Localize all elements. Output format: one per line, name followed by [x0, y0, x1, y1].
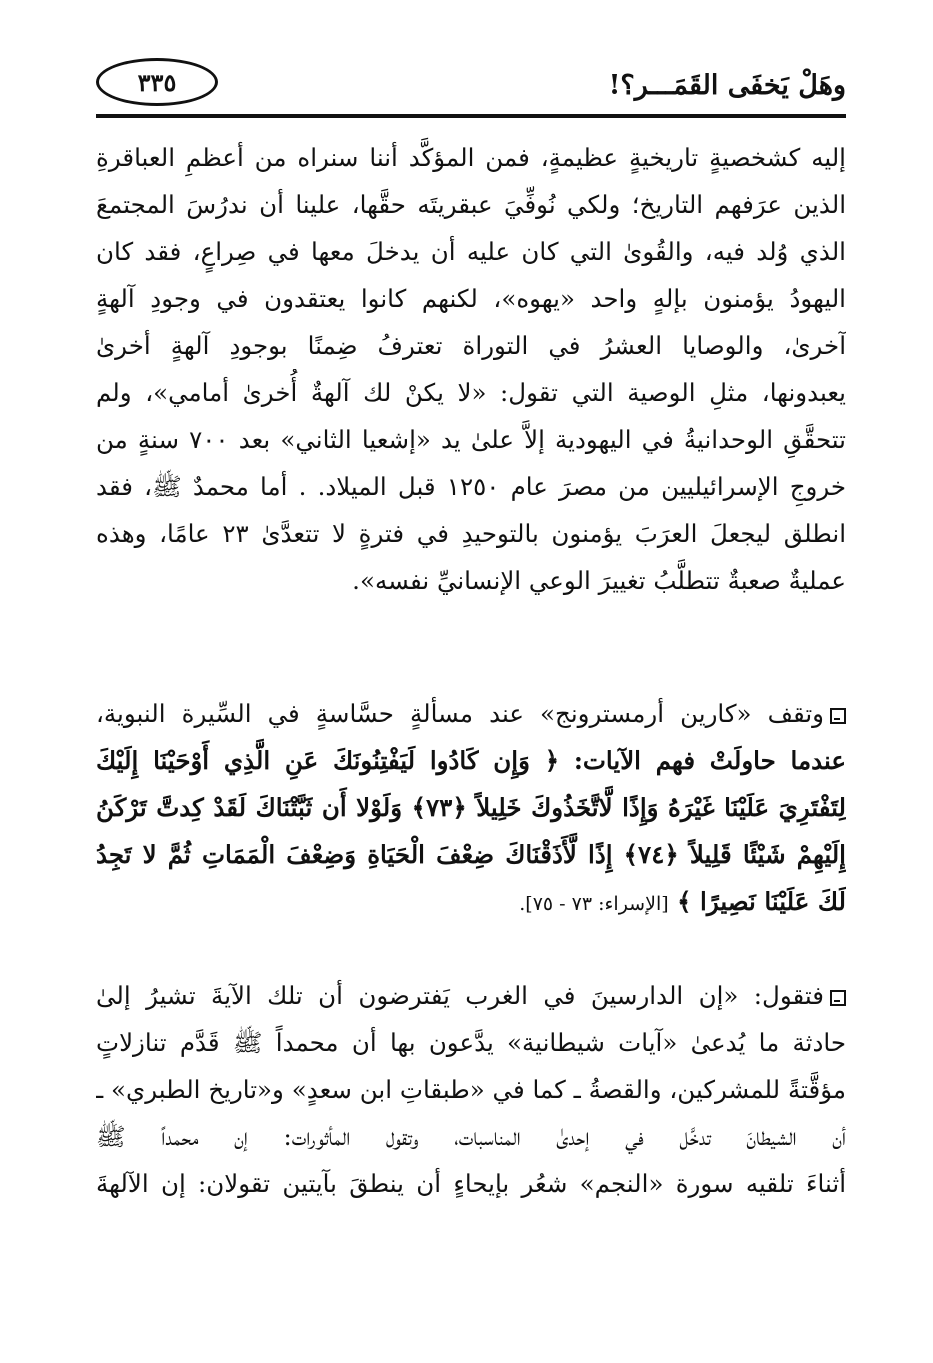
text-line: تتحقَّقِ الوحدانيةُ في اليهودية إلاَّ علىٰ يد «إشعيا الثاني» بعد ٧٠٠ سنةٍ من — [96, 425, 846, 454]
quran-line — [96, 878, 846, 925]
text-line: حادثة ما يُدعىٰ «آيات شيطانية» يدَّعون بها أن محمداً ﷺ قَدَّم تنازلاتٍ — [96, 1028, 846, 1057]
verse-reference: [الإسراء: ٧٣ - ٧٥]. — [519, 893, 669, 915]
text-line — [96, 972, 846, 1019]
text-line: مؤقَّتةً للمشركين، والقصةُ ـ كما في «طبقاتِ ابن سعدٍ» و«تاريخ الطبري» ـ — [96, 1075, 846, 1104]
quran-line: لِتَفْتَرِيَ عَلَيْنَا غَيْرَهُ وَإِذًا لَّاتَّخَذُوكَ خَلِيلاً ﴿٧٣﴾ وَلَوْلا أَن ثَبَّتْنَاكَ لَقَدْ كِدتَّ تَرْكَنُ — [96, 793, 846, 822]
text-line: الذين عرَفهم التاريخ؛ ولكي نُوفِّيَ عبقريتَه حقَّها، علينا أن ندرُسَ المجتمعَ — [96, 190, 846, 219]
page-number: ٣٣٥ — [137, 67, 177, 97]
paragraph-marker-icon — [830, 990, 846, 1006]
text-line: آخرىٰ، والوصايا العشرُ في التوراة تعترفُ ضِمنًا بوجودِ آلهةٍ أخرىٰ — [96, 331, 846, 360]
text-line-content: وتقف «كارين أرمسترونج» عند مسألةٍ حسَّاسةٍ في السِّيرة النبوية، — [96, 699, 824, 728]
text-line: إليه كشخصيةٍ تاريخيةٍ عظيمةٍ، فمن المؤكَّد أننا سنراه من أعظمِ العباقرةِ — [96, 143, 846, 172]
header-rule — [96, 114, 846, 118]
running-title: وهَلْ يَخفَى القَمَـــر؟! — [608, 70, 846, 101]
paragraph-marker-icon — [830, 708, 846, 724]
text-line: اليهودُ يؤمنون بإلهٍ واحد «يهوه»، لكنهم كانوا يعتقدون في وجودِ آلهةٍ — [96, 284, 846, 313]
paragraph-1 — [96, 134, 846, 604]
quran-line: عندما حاولَتْ فهم الآيات: ﴿ وَإِن كَادُوا لَيَفْتِنُونَكَ عَنِ الَّذِي أَوْحَيْنَا إِلَيْكَ — [96, 746, 846, 775]
text-line: أن الشيطانَ تدخَّل في إحدىٰ المناسبات، وتقول المأثورات: إن محمداً ﷺ — [96, 1122, 846, 1151]
text-line — [96, 690, 846, 737]
text-line: عمليةٌ صعبةٌ تتطلَّبُ تغييرَ الوعي الإنسانيِّ نفسه». — [352, 566, 846, 595]
text-line: الذي وُلد فيه، والقُوىٰ التي كان عليه أن يدخلَ معها في صِراعٍ، فقد كان — [96, 237, 846, 266]
paragraph-2 — [96, 690, 846, 925]
quran-line: إِلَيْهِمْ شَيْئًا قَلِيلاً ﴿٧٤﴾ إِذًا لَّأَذَقْنَاكَ ضِعْفَ الْحَيَاةِ وَضِعْفَ الْمَمَاتِ ثُمَّ لا تَجِدُ — [96, 840, 846, 869]
paragraph-3 — [96, 972, 846, 1207]
page-header — [96, 52, 846, 118]
quran-text: لَكَ عَلَيْنَا نَصِيرًا ﴾ — [677, 887, 846, 916]
text-line: يعبدونها، مثلِ الوصية التي تقول: «لا يكنْ لك آلهةٌ أُخرىٰ أمامي»، ولم — [96, 378, 846, 407]
text-line: خروجِ الإسرائيليين من مصرَ عام ١٢٥٠ قبل الميلاد. . أما محمدٌ ﷺ، فقد — [96, 472, 846, 501]
text-line: انطلق ليجعلَ العرَبَ يؤمنون بالتوحيدِ في فترةٍ لا تتعدَّىٰ ٢٣ عامًا، وهذه — [96, 519, 846, 548]
text-line-content: فتقول: «إن الدارسينَ في الغرب يَفترضون أن تلك الآيةَ تشيرُ إلىٰ — [96, 981, 824, 1010]
text-line: أثناءَ تلقيه سورة «النجم» شعُر بإيحاءٍ أن ينطقَ بآيتين تقولان: إن الآلهةَ — [96, 1169, 846, 1198]
page-number-badge — [96, 58, 218, 106]
